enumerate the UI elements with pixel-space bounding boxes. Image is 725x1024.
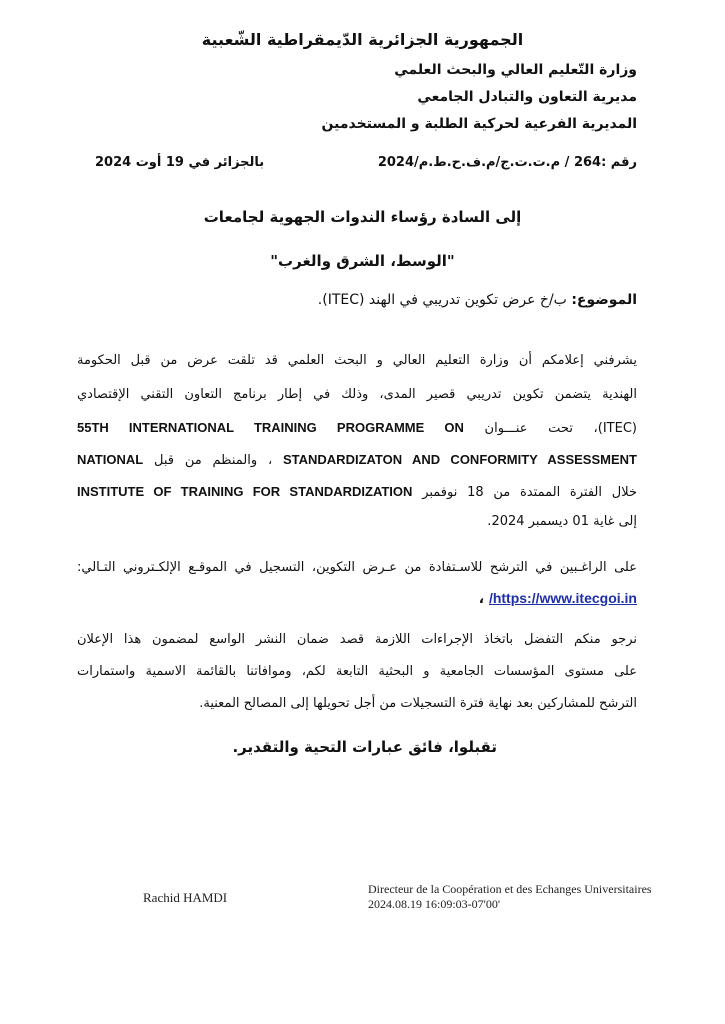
programme-subject-en: STANDARDIZATON AND CONFORMITY ASSESSMENT <box>282 452 637 467</box>
paragraph2-line2 <box>479 590 637 607</box>
republic-title: الجمهورية الجزائرية الدّيمقراطية الشّعبية <box>201 30 524 49</box>
paragraph3-line1: نرجو منكم التفضل باتخاذ الإجراءات اللازمة قصد ضمان النشر الواسع لمضمون هذا الإعلان <box>77 632 637 647</box>
signatory-name: Rachid HAMDI <box>143 890 228 905</box>
paragraph1-line4 <box>77 452 637 468</box>
signature-timestamp: 2024.08.19 16:09:03-07'00' <box>368 897 500 911</box>
directorate-name: مديرية التعاون والتبادل الجامعي <box>417 89 637 105</box>
organizer-name-start-en: NATIONAL <box>77 452 144 467</box>
subject-label: الموضوع: <box>571 292 637 308</box>
paragraph1-line5 <box>77 484 637 500</box>
link-suffix: ، <box>478 591 489 607</box>
itec-website-link[interactable]: https://www.itecgoi.in/ <box>488 590 637 606</box>
itec-title-ar: (ITEC)، تحت عنـــوان <box>484 421 637 436</box>
organizer-name-en: INSTITUTE OF TRAINING FOR STANDARDIZATION <box>77 484 413 499</box>
paragraph3-line2: على مستوى المؤسسات الجامعية و البحثية التابعة لكم، وموافاتنا بالقائمة الاسمية واستمارات <box>77 664 637 679</box>
subject-text: ب/خ عرض تكوين تدريبي في الهند (ITEC). <box>317 292 572 308</box>
letter-date: بالجزائر في 19 أوت 2024 <box>95 155 265 170</box>
reference-number: رقم :264 / م.ت.ت.ج/م.ف.ح.ط.م/2024 <box>377 155 637 170</box>
programme-title-en: 55TH INTERNATIONAL TRAINING PROGRAMME ON <box>77 420 464 435</box>
paragraph1-line6: إلى غاية 01 ديسمبر 2024. <box>487 514 637 529</box>
paragraph1-line3 <box>77 420 637 436</box>
closing-salutation: تقبلوا، فائق عبارات التحية والتقدير. <box>232 738 497 756</box>
organizer-intro-ar: ، والمنظم من قبل <box>154 453 273 468</box>
paragraph2-line1: على الراغـبين في الترشح للاسـتفادة من عـرض التكوين، التسجيل في الموقـع الإلكـتروني التـالي: <box>77 560 637 575</box>
period-start-ar: خلال الفترة الممتدة من 18 نوفمبر <box>422 485 637 500</box>
subdirectorate-name: المديرية الفرعية لحركية الطلبة و المستخدمين <box>321 116 637 132</box>
subject-line <box>318 292 637 308</box>
signatory-title: Directeur de la Coopération et des Echanges Universitaires <box>368 882 652 896</box>
addressee-line-1: إلى السادة رؤساء الندوات الجهوية لجامعات <box>203 208 522 226</box>
paragraph3-line3: الترشح للمشاركين بعد نهاية فترة التسجيلات من أجل تحويلها إلى المصالح المعنية. <box>199 696 637 711</box>
paragraph1-line2: الهندية يتضمن تكوين تدريبي قصير المدى، وذلك في إطار برنامج التعاون التقني الإقتصادي <box>77 387 637 402</box>
addressee-line-2: "الوسط، الشرق والغرب" <box>270 252 455 270</box>
ministry-name: وزارة التّعليم العالي والبحث العلمي <box>394 62 637 78</box>
paragraph1-line1: يشرفني إعلامكم أن وزارة التعليم العالي و البحث العلمي قد تلقت عرض من قبل الحكومة <box>77 353 637 368</box>
